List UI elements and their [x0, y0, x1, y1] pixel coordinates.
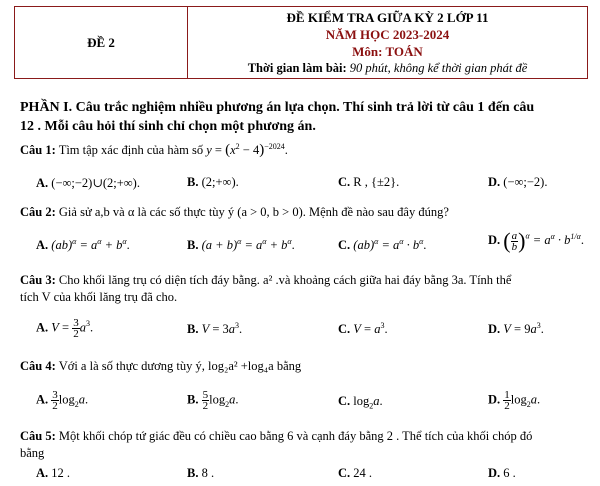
q3-option-c[interactable]: C. $V = a^3$.	[338, 320, 388, 336]
q5-option-a[interactable]: A. 12 .	[36, 466, 71, 480]
q4-option-b[interactable]: B. $\frac{5}{2}$ $\log_2a$.	[187, 389, 239, 412]
q2-option-b[interactable]: B. $(a + b)^\alpha = a^\alpha + b^\alpha$.	[187, 236, 295, 252]
q1-option-a[interactable]: A. (−∞;−2)∪(2;+∞).	[36, 176, 140, 190]
exam-header-table	[14, 6, 588, 79]
q4-option-a[interactable]: A. $\frac{3}{2}$ $\log_2a$.	[36, 389, 89, 412]
question-4: Câu 4: Với a là số thực dương tùy ý, log₂a² +log₄a bằng	[20, 359, 302, 373]
q4-option-d[interactable]: D. $\frac{1}{2}$ $\log_2a$.	[488, 389, 541, 412]
q2-option-d[interactable]: D. ( $\frac{a}{b}$ )$^\alpha = a^\alpha \cdot b^{1/\alpha}$.	[488, 228, 584, 253]
exam-title-cell	[188, 7, 588, 79]
question-1: Câu 1: Tìm tập xác định của hàm số $y = (x^2 - 4)^{-2024}$.	[20, 141, 288, 158]
q5-option-c[interactable]: C. 24 .	[338, 466, 373, 480]
q2-option-a[interactable]: A. $(ab)^\alpha = a^\alpha + b^\alpha$.	[36, 236, 130, 252]
part1-heading: PHẦN I. Câu trắc nghiệm nhiều phương án lựa chọn. Thí sinh trả lời từ câu 1 đến câu 12 . Mỗi câu hỏi thí sinh chỉ chọn một phương án.	[20, 100, 535, 134]
time-line: Thời gian làm bài: 90 phút, không kể thời gian phát đề	[247, 60, 528, 75]
school-year: NĂM HỌC 2023-2024	[325, 26, 450, 42]
q3-option-a[interactable]: A. V = $\frac{3}{2}$ $a^3$.	[36, 317, 94, 340]
exam-title: ĐỀ KIỂM TRA GIỮA KỲ 2 LỚP 11	[286, 9, 489, 25]
q5-option-d[interactable]: D. 6 .	[488, 466, 516, 480]
question-5: Câu 5: Một khối chóp tứ giác đều có chiều cao bằng 6 và cạnh đáy bằng 2 . Thể tích của khối chóp đó bằng	[20, 429, 533, 460]
q3-option-d[interactable]: D. $V = 9a^3$.	[488, 320, 544, 336]
q4-option-c[interactable]: C. $\log_2a$.	[338, 394, 383, 411]
q2-option-c[interactable]: C. $(ab)^\alpha = a^\alpha \cdot b^\alpha$.	[338, 236, 427, 252]
question-2: Câu 2: Giả sử a,b và α là các số thực tùy ý (a > 0, b > 0). Mệnh đề nào sau đây đúng?	[20, 205, 449, 219]
exam-code: ĐỀ 2	[15, 7, 188, 79]
q5-option-b[interactable]: B. 8 .	[187, 466, 215, 480]
q1-option-c[interactable]: C. R , {±2}.	[338, 175, 400, 189]
question-3: Câu 3: Cho khối lăng trụ có diện tích đáy bằng. a² .và khoảng cách giữa hai đáy bằng 3a. Tính thể tích V của khối lăng trụ đã cho.	[20, 273, 512, 304]
subject: Môn: TOÁN	[352, 43, 423, 59]
q1-option-d[interactable]: D. (−∞;−2).	[488, 175, 548, 189]
q3-option-b[interactable]: B. $V = 3a^3$.	[187, 320, 243, 336]
q1-option-b[interactable]: B. (2;+∞).	[187, 175, 239, 189]
